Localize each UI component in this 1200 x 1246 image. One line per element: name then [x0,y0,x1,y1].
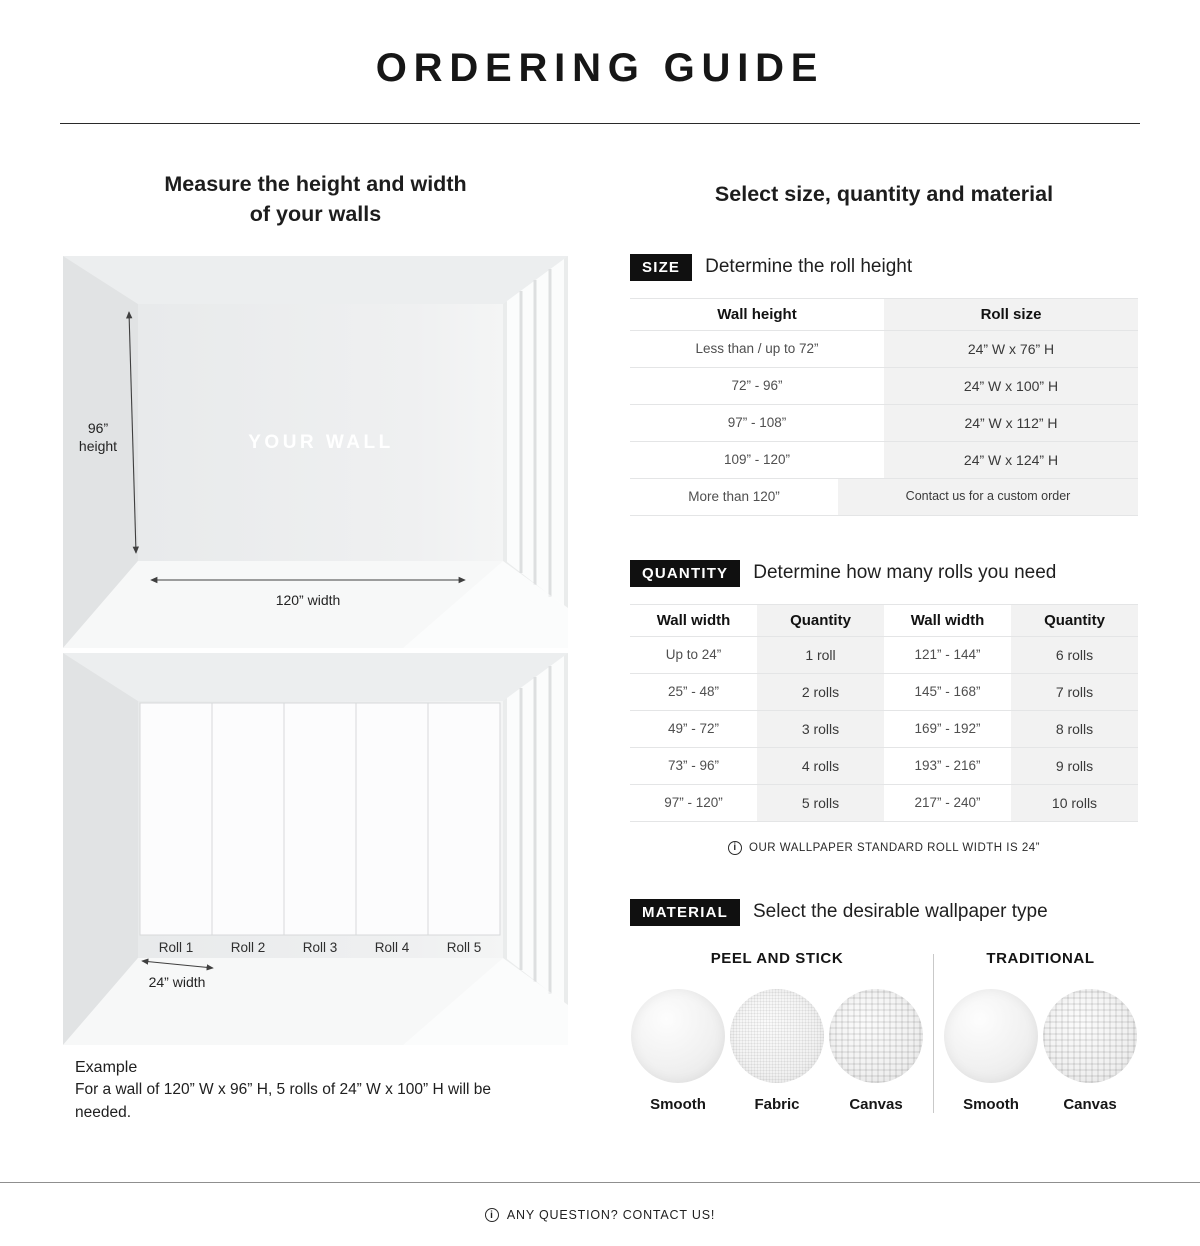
wall-width-cell: 217” - 240” [914,795,981,811]
footer [0,1208,1200,1222]
traditional-label: TRADITIONAL [986,949,1095,967]
wall-height-cell: Less than / up to 72” [695,341,819,357]
peel-and-stick-label: PEEL AND STICK [710,949,844,967]
canvas-label: Canvas [849,1095,903,1113]
room-diagram-1 [63,256,568,648]
example-title: Example [75,1059,138,1077]
size-table-row [630,404,1138,441]
roll-width-label: 24” width [148,974,206,991]
room-illustration-rolls [63,653,568,1045]
material-section [630,899,1138,1113]
room-diagram-2 [63,653,568,1045]
swatch-smooth [943,989,1039,1113]
select-column [630,124,1138,1113]
roll-panel-1 [140,703,212,935]
wall-height-cell: 97” - 108” [727,415,787,431]
qty-header-quantity: Quantity [1011,605,1138,636]
quantity-section [630,560,1138,855]
size-header-wall-height: Wall height [717,305,797,323]
roll-5-label: Roll 5 [446,940,482,956]
smooth-texture-circle [944,989,1038,1083]
left-heading-line-2: of your walls [249,201,382,226]
qty-header-wall-width: Wall width [656,611,731,629]
your-wall-label: YOUR WALL [248,432,394,454]
quantity-table-row [630,784,1138,822]
wall-height-cell: More than 120” [688,489,780,505]
quantity-cell: 9 rolls [1011,748,1138,784]
smooth-label: Smooth [650,1095,706,1113]
roll-1-label: Roll 1 [158,940,194,956]
ordering-guide-page [0,46,1200,1222]
smooth-label: Smooth [963,1095,1019,1113]
wall-width-cell: 73” - 96” [667,758,720,774]
roll-size-cell: 24” W x 112” H [884,405,1138,441]
height-word-label: height [78,438,118,455]
size-table-row [630,441,1138,478]
content-columns [0,124,1200,1124]
size-section [630,254,1138,516]
canvas-texture-circle [829,989,923,1083]
size-section-header [630,254,1138,281]
right-heading: Select size, quantity and material [714,182,1054,206]
quantity-table [630,604,1138,822]
material-group-peel-and-stick [630,950,924,1113]
smooth-texture-circle [631,989,725,1083]
wall-width-cell: 97” - 120” [664,795,723,811]
quantity-cell: 3 rolls [757,711,884,747]
material-section-header [630,899,1138,926]
quantity-table-row [630,636,1138,673]
wall-height-cell: 72” - 96” [731,378,783,394]
left-heading [63,170,568,229]
left-heading-line-1: Measure the height and width [164,172,467,196]
size-table-header-row [630,298,1138,330]
info-icon: i [485,1208,499,1222]
wall-width-cell: 145” - 168” [914,684,981,700]
wall-width-cell: 169” - 192” [914,721,981,737]
swatch-canvas [1042,989,1138,1113]
fabric-texture-circle [730,989,824,1083]
quantity-cell: 10 rolls [1011,785,1138,821]
quantity-table-row [630,710,1138,747]
roll-panel-4 [356,703,428,935]
wall-width-cell: 25” - 48” [667,684,720,700]
traditional-swatches [943,989,1138,1113]
roll-size-cell: 24” W x 76” H [884,331,1138,367]
quantity-cell: 7 rolls [1011,674,1138,710]
height-value-label: 96” [87,420,109,437]
example-text: For a wall of 120” W x 96” H, 5 rolls of 24” W x 100” H will be needed. [75,1081,492,1121]
swatch-fabric [729,989,825,1113]
footer-text: ANY QUESTION? CONTACT US! [506,1208,716,1222]
roll-width-note [630,841,1138,855]
quantity-table-row [630,673,1138,710]
width-label: 120” width [275,592,341,609]
wall-width-cell: 193” - 216” [914,758,981,774]
room-illustration-measured-wall [63,256,568,648]
wallpaper-roll-panels [140,703,500,935]
ceiling [63,256,568,304]
size-header-roll-size: Roll size [884,299,1138,330]
material-group-traditional [943,950,1138,1113]
roll-size-cell: 24” W x 124” H [884,442,1138,478]
quantity-cell: 5 rolls [757,785,884,821]
size-table-row [630,478,1138,516]
example-block [75,1059,568,1124]
canvas-label: Canvas [1063,1095,1117,1113]
canvas-texture-circle [1043,989,1137,1083]
roll-2-label: Roll 2 [230,940,266,956]
size-badge: SIZE [630,254,692,281]
footer-divider [0,1182,1200,1183]
roll-width-note-text: OUR WALLPAPER STANDARD ROLL WIDTH IS 24” [749,841,1040,854]
swatch-smooth [630,989,726,1113]
quantity-badge: QUANTITY [630,560,740,587]
roll-panel-2 [212,703,284,935]
size-table-row [630,367,1138,404]
quantity-cell: 6 rolls [1011,637,1138,673]
wall-width-cell: 49” - 72” [667,721,720,737]
material-group-divider [933,954,934,1113]
size-table [630,298,1138,516]
roll-3-label: Roll 3 [302,940,338,956]
roll-size-cell: 24” W x 100” H [884,368,1138,404]
material-badge: MATERIAL [630,899,740,926]
quantity-cell: 4 rolls [757,748,884,784]
quantity-table-row [630,747,1138,784]
quantity-cell: 1 roll [757,637,884,673]
quantity-section-header [630,560,1138,587]
wall-width-cell: 121” - 144” [914,647,981,663]
info-icon: i [728,841,742,855]
qty-header-wall-width: Wall width [910,611,985,629]
page-title: ORDERING GUIDE [375,46,825,90]
material-groups [630,950,1138,1113]
material-section-title: Select the desirable wallpaper type [752,901,1048,923]
fabric-label: Fabric [754,1095,800,1113]
ceiling [63,653,568,701]
quantity-cell: 2 rolls [757,674,884,710]
quantity-table-header-row [630,604,1138,636]
roll-size-cell: Contact us for a custom order [838,479,1138,515]
qty-header-quantity: Quantity [757,605,884,636]
size-table-row [630,330,1138,367]
wall-height-cell: 109” - 120” [723,452,791,468]
size-section-title: Determine the roll height [705,256,913,278]
wall-width-cell: Up to 24” [665,647,722,663]
roll-panel-5 [428,703,500,935]
roll-panel-3 [284,703,356,935]
quantity-section-title: Determine how many rolls you need [753,562,1057,584]
measure-column [63,124,568,1124]
quantity-cell: 8 rolls [1011,711,1138,747]
swatch-canvas [828,989,924,1113]
peel-and-stick-swatches [630,989,924,1113]
roll-4-label: Roll 4 [374,940,410,956]
